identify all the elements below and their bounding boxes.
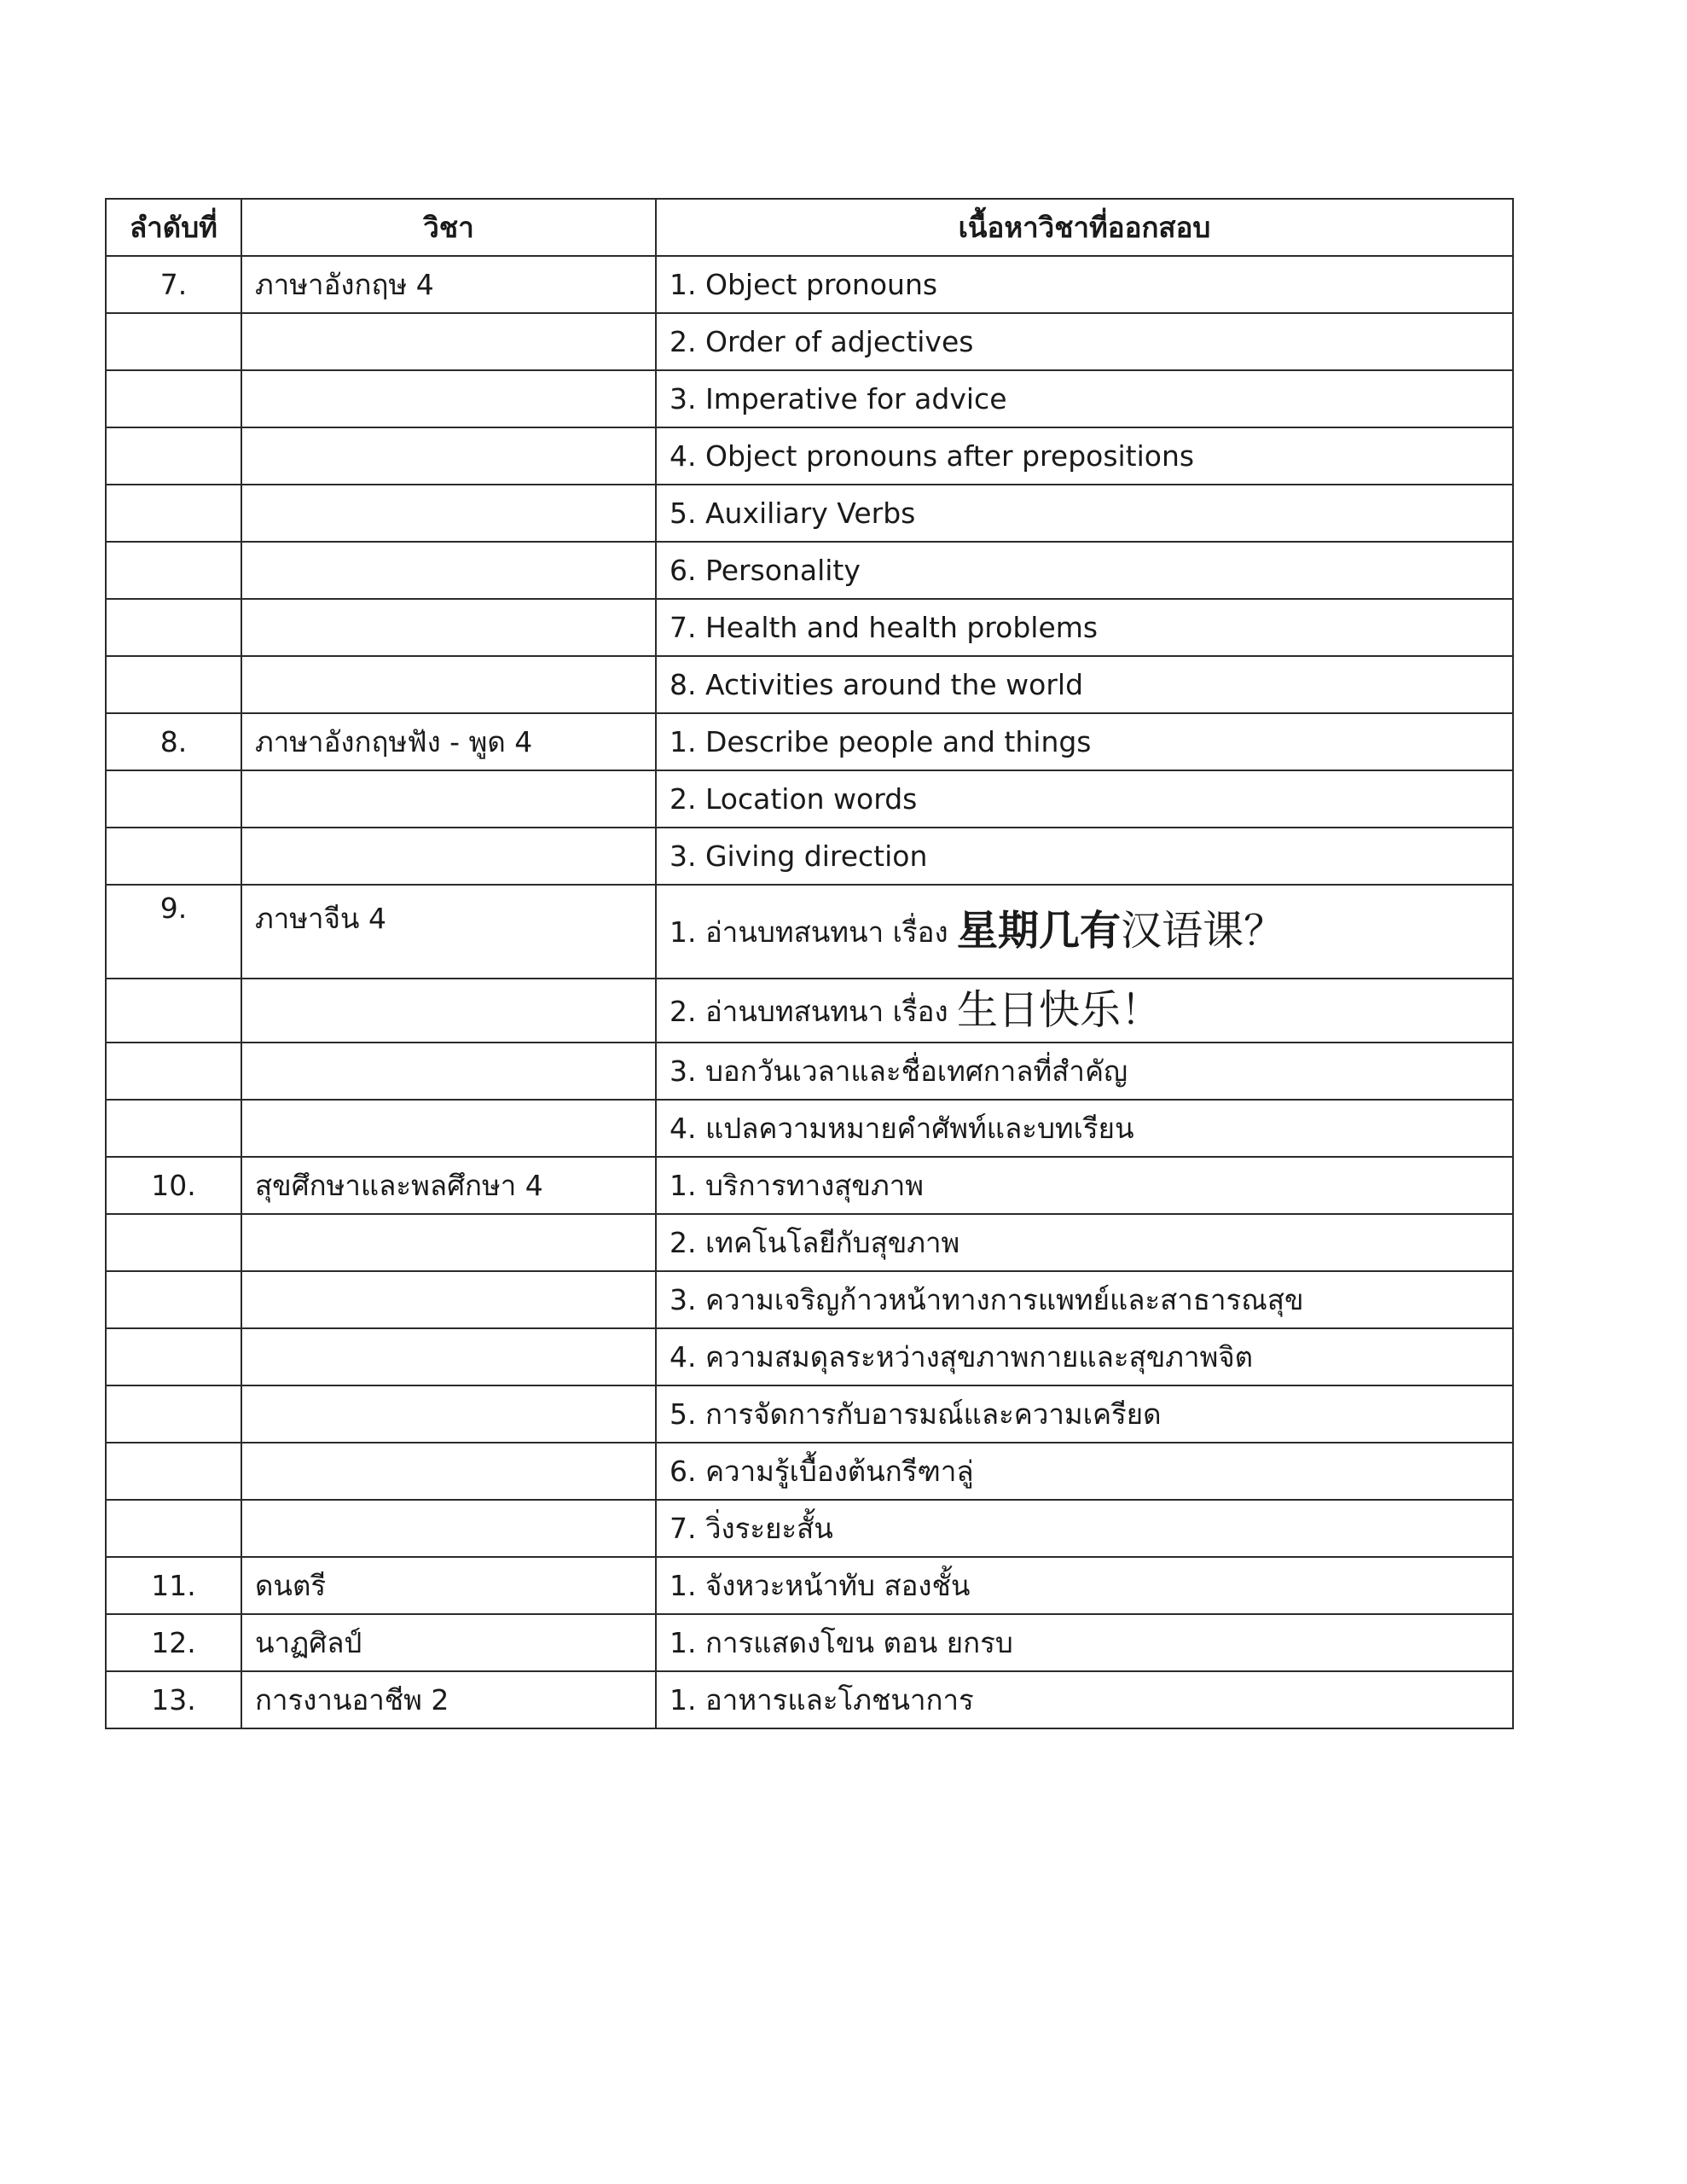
row-topic: 1. Object pronouns — [656, 256, 1513, 313]
table-row — [106, 656, 1513, 713]
row-topic: 4. Object pronouns after prepositions — [656, 427, 1513, 485]
row-number — [106, 770, 241, 828]
row-topic: 2. Location words — [656, 770, 1513, 828]
table-row — [106, 828, 1513, 885]
table-row — [106, 1271, 1513, 1328]
table-row — [106, 427, 1513, 485]
row-number: 12. — [106, 1614, 241, 1671]
header-subject: วิชา — [241, 199, 656, 256]
row-subject — [241, 770, 656, 828]
table-row — [106, 485, 1513, 542]
row-number — [106, 1214, 241, 1271]
row-topic: 1. การแสดงโขน ตอน ยกรบ — [656, 1614, 1513, 1671]
row-number: 10. — [106, 1157, 241, 1214]
row-subject — [241, 1043, 656, 1100]
row-subject: นาฏศิลป์ — [241, 1614, 656, 1671]
row-topic: 1. บริการทางสุขภาพ — [656, 1157, 1513, 1214]
table-row — [106, 713, 1513, 770]
table-row — [106, 885, 1513, 979]
row-number — [106, 979, 241, 1043]
table-row — [106, 1157, 1513, 1214]
row-topic: 5. Auxiliary Verbs — [656, 485, 1513, 542]
header-no: ลำดับที่ — [106, 199, 241, 256]
row-subject — [241, 1328, 656, 1385]
row-number — [106, 656, 241, 713]
table-row — [106, 256, 1513, 313]
table-row — [106, 1328, 1513, 1385]
topic-chinese-bold-text: 星期几有 — [957, 907, 1122, 956]
row-number — [106, 1100, 241, 1157]
row-subject — [241, 1443, 656, 1500]
row-subject: ภาษาอังกฤษ 4 — [241, 256, 656, 313]
row-subject — [241, 313, 656, 370]
table-row — [106, 1385, 1513, 1443]
table-row — [106, 1443, 1513, 1500]
row-number — [106, 1328, 241, 1385]
row-number — [106, 1271, 241, 1328]
table-row — [106, 979, 1513, 1043]
row-number: 8. — [106, 713, 241, 770]
row-topic: 2. Order of adjectives — [656, 313, 1513, 370]
row-number — [106, 828, 241, 885]
row-topic: 3. บอกวันเวลาและชื่อเทศกาลที่สำคัญ — [656, 1043, 1513, 1100]
table-row — [106, 1557, 1513, 1614]
row-subject: ภาษาอังกฤษฟัง - พูด 4 — [241, 713, 656, 770]
row-number — [106, 599, 241, 656]
row-number — [106, 427, 241, 485]
row-number — [106, 313, 241, 370]
table-row — [106, 1100, 1513, 1157]
table-row — [106, 1500, 1513, 1557]
topic-thai-text: 1. อ่านบทสนทนา เรื่อง — [670, 915, 958, 950]
row-topic: 3. ความเจริญก้าวหน้าทางการแพทย์และสาธารณสุข — [656, 1271, 1513, 1328]
row-subject — [241, 1271, 656, 1328]
row-subject — [241, 979, 656, 1043]
row-topic — [656, 979, 1513, 1043]
row-topic: 5. การจัดการกับอารมณ์และความเครียด — [656, 1385, 1513, 1443]
row-subject — [241, 427, 656, 485]
row-topic: 8. Activities around the world — [656, 656, 1513, 713]
table-row — [106, 599, 1513, 656]
table-row — [106, 313, 1513, 370]
row-subject — [241, 542, 656, 599]
row-number: 13. — [106, 1671, 241, 1728]
table-row — [106, 1043, 1513, 1100]
row-subject: สุขศึกษาและพลศึกษา 4 — [241, 1157, 656, 1214]
row-number: 11. — [106, 1557, 241, 1614]
row-subject: ดนตรี — [241, 1557, 656, 1614]
row-number — [106, 1443, 241, 1500]
row-topic: 3. Imperative for advice — [656, 370, 1513, 427]
row-number: 9. — [106, 885, 241, 979]
row-number — [106, 1500, 241, 1557]
header-content: เนื้อหาวิชาที่ออกสอบ — [656, 199, 1513, 256]
row-topic: 4. ความสมดุลระหว่างสุขภาพกายและสุขภาพจิต — [656, 1328, 1513, 1385]
row-topic: 3. Giving direction — [656, 828, 1513, 885]
row-subject — [241, 370, 656, 427]
table-row — [106, 1614, 1513, 1671]
table-row — [106, 370, 1513, 427]
row-topic — [656, 885, 1513, 979]
row-subject: การงานอาชีพ 2 — [241, 1671, 656, 1728]
row-topic: 4. แปลความหมายคำศัพท์และบทเรียน — [656, 1100, 1513, 1157]
table-row — [106, 542, 1513, 599]
table-row — [106, 770, 1513, 828]
table-row — [106, 1671, 1513, 1728]
row-number — [106, 1385, 241, 1443]
row-topic: 7. Health and health problems — [656, 599, 1513, 656]
row-subject — [241, 1500, 656, 1557]
row-subject — [241, 1214, 656, 1271]
row-subject — [241, 485, 656, 542]
table-row — [106, 1214, 1513, 1271]
row-subject — [241, 1385, 656, 1443]
row-topic: 1. Describe people and things — [656, 713, 1513, 770]
exam-topics-table — [105, 198, 1514, 1729]
topic-thai-text: 2. อ่านบทสนทนา เรื่อง — [670, 994, 958, 1028]
row-topic: 2. เทคโนโลยีกับสุขภาพ — [656, 1214, 1513, 1271]
row-subject: ภาษาจีน 4 — [241, 885, 656, 979]
row-subject — [241, 1100, 656, 1157]
row-number — [106, 370, 241, 427]
row-topic: 1. จังหวะหน้าทับ สองชั้น — [656, 1557, 1513, 1614]
row-subject — [241, 599, 656, 656]
topic-chinese-text: 生日快乐！ — [957, 985, 1162, 1034]
row-number — [106, 1043, 241, 1100]
row-number — [106, 542, 241, 599]
row-subject — [241, 828, 656, 885]
row-topic: 6. Personality — [656, 542, 1513, 599]
topic-chinese-text: 汉语课？ — [1121, 907, 1285, 956]
row-subject — [241, 656, 656, 713]
row-topic: 1. อาหารและโภชนาการ — [656, 1671, 1513, 1728]
row-number — [106, 485, 241, 542]
table-header-row — [106, 199, 1513, 256]
row-topic: 6. ความรู้เบื้องต้นกรีฑาลู่ — [656, 1443, 1513, 1500]
row-number: 7. — [106, 256, 241, 313]
row-topic: 7. วิ่งระยะสั้น — [656, 1500, 1513, 1557]
